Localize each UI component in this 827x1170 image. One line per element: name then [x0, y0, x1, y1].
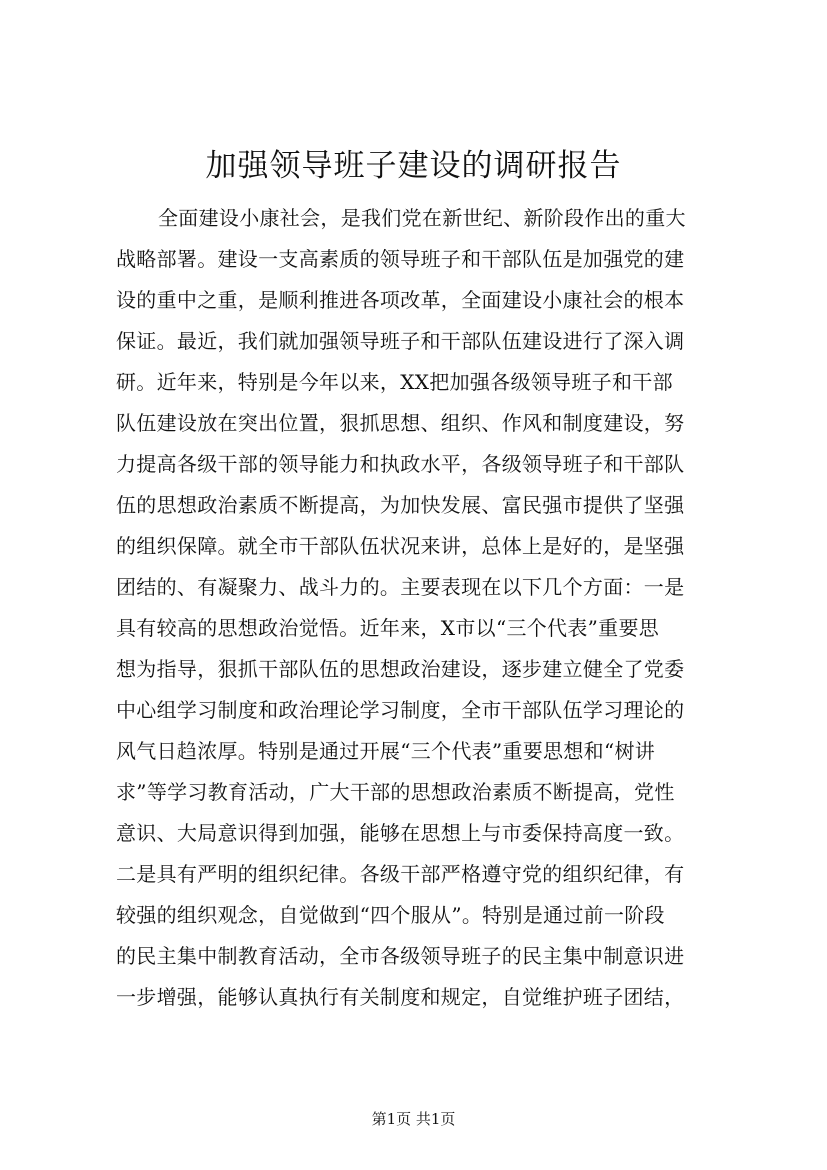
body-line: 具有较高的思想政治觉悟。近年来，X市以“三个代表”重要思	[116, 616, 660, 640]
body-line: 想为指导，狠抓干部队伍的思想政治建设，逐步建立健全了党委	[116, 657, 685, 681]
body-line: 研。近年来，特别是今年以来，XX把加强各级领导班子和干部	[116, 370, 673, 394]
body-line: 的组织保障。就全市干部队伍状况来讲，总体上是好的，是坚强	[116, 534, 685, 558]
body-line: 全面建设小康社会，是我们党在新世纪、新阶段作出的重大	[158, 206, 686, 230]
body-line: 力提高各级干部的领导能力和执政水平，各级领导班子和干部队	[116, 452, 685, 476]
body-line: 中心组学习制度和政治理论学习制度，全市干部队伍学习理论的	[116, 698, 685, 722]
body-line: 求”等学习教育活动，广大干部的思想政治素质不断提高，党性	[116, 780, 675, 804]
body-line: 二是具有严明的组织纪律。各级干部严格遵守党的组织纪律，有	[116, 862, 685, 886]
body-line: 设的重中之重，是顺利推进各项改革，全面建设小康社会的根本	[116, 288, 685, 312]
body-line: 战略部署。建设一支高素质的领导班子和干部队伍是加强党的建	[116, 247, 685, 271]
page-number-footer: 第1页 共1页	[371, 1110, 456, 1128]
body-line: 的民主集中制教育活动，全市各级领导班子的民主集中制意识进	[116, 944, 685, 968]
body-line: 意识、大局意识得到加强，能够在思想上与市委保持高度一致。	[116, 821, 685, 845]
body-line: 团结的、有凝聚力、战斗力的。主要表现在以下几个方面：一是	[116, 575, 685, 599]
body-line: 较强的组织观念，自觉做到“四个服从”。特别是通过前一阶段	[116, 903, 665, 927]
body-line: 伍的思想政治素质不断提高，为加快发展、富民强市提供了坚强	[116, 493, 685, 517]
body-line: 一步增强，能够认真执行有关制度和规定，自觉维护班子团结，	[116, 985, 685, 1009]
body-line: 队伍建设放在突出位置，狠抓思想、组织、作风和制度建设，努	[116, 411, 685, 435]
body-line: 保证。最近，我们就加强领导班子和干部队伍建设进行了深入调	[116, 329, 685, 353]
body-line: 风气日趋浓厚。特别是通过开展“三个代表”重要思想和“树讲	[116, 739, 656, 763]
document-title: 加强领导班子建设的调研报告	[205, 148, 622, 184]
document-body	[116, 198, 740, 1018]
